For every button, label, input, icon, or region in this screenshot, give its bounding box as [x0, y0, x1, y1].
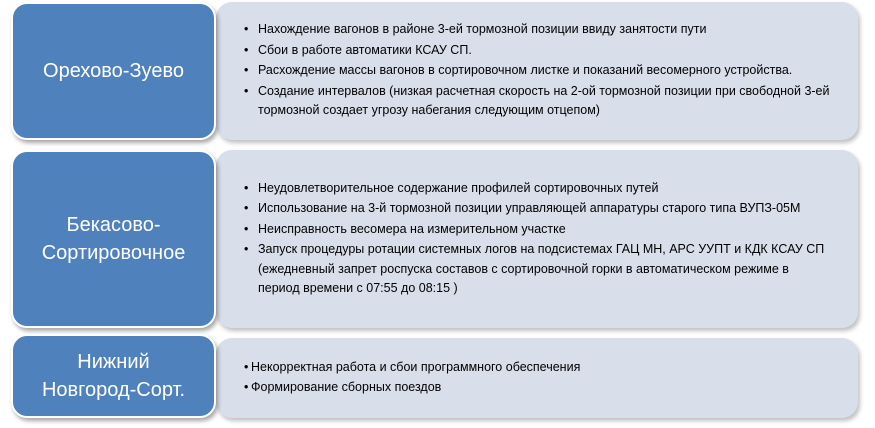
- issues-list: [244, 179, 834, 300]
- list-item: • Неудовлетворительное содержание профилей сортировочных путей: [244, 179, 834, 199]
- list-item: • Создание интервалов (низкая расчетная скорость на 2-ой тормозной позиции при свободной 3-ей тормозной создает угрозу набегания следующим отцепом): [244, 82, 834, 121]
- list-item: • Формирование сборных поездов: [244, 378, 834, 398]
- station-label-line: Бекасово-: [66, 214, 161, 236]
- station-label: Орехово-Зуево: [43, 60, 184, 82]
- station-label: [42, 211, 186, 267]
- issues-box: [216, 150, 858, 328]
- station-label: [42, 348, 185, 404]
- list-item: • Неисправность весомера на измерительном участке: [244, 220, 834, 240]
- list-item: • Некорректная работа и сбои программного обеспечения: [244, 358, 834, 378]
- list-item: • Расхождение массы вагонов в сортировочном листке и показаний весомерного устройства.: [244, 61, 834, 81]
- issues-box: [216, 2, 858, 140]
- issues-list: [244, 20, 834, 122]
- station-label-box: [11, 2, 216, 140]
- station-label-line: Нижний: [77, 351, 150, 373]
- station-label-line: Новгород-Сорт.: [41, 379, 186, 401]
- list-item: • Сбои в работе автоматики КСАУ СП.: [244, 41, 834, 61]
- issues-box: [216, 338, 858, 418]
- list-item: • Использование на 3-й тормозной позиции управляющей аппаратуры старого типа ВУПЗ-05М: [244, 199, 834, 219]
- list-item: • Запуск процедуры ротации системных логов на подсистемах ГАЦ МН, АРС УУПТ и КДК КСАУ СП (ежедневный запрет роспуска составов с сортировочной горки в автоматическом режиме в период времени с 07:55 до 08:15 ): [244, 240, 834, 299]
- list-item: • Нахождение вагонов в районе 3-ей тормозной позиции ввиду занятости пути: [244, 20, 834, 40]
- station-label-box: [11, 150, 216, 328]
- issues-list: [244, 358, 834, 399]
- station-label-box: [11, 334, 216, 418]
- station-label-line: Сортировочное: [41, 242, 186, 264]
